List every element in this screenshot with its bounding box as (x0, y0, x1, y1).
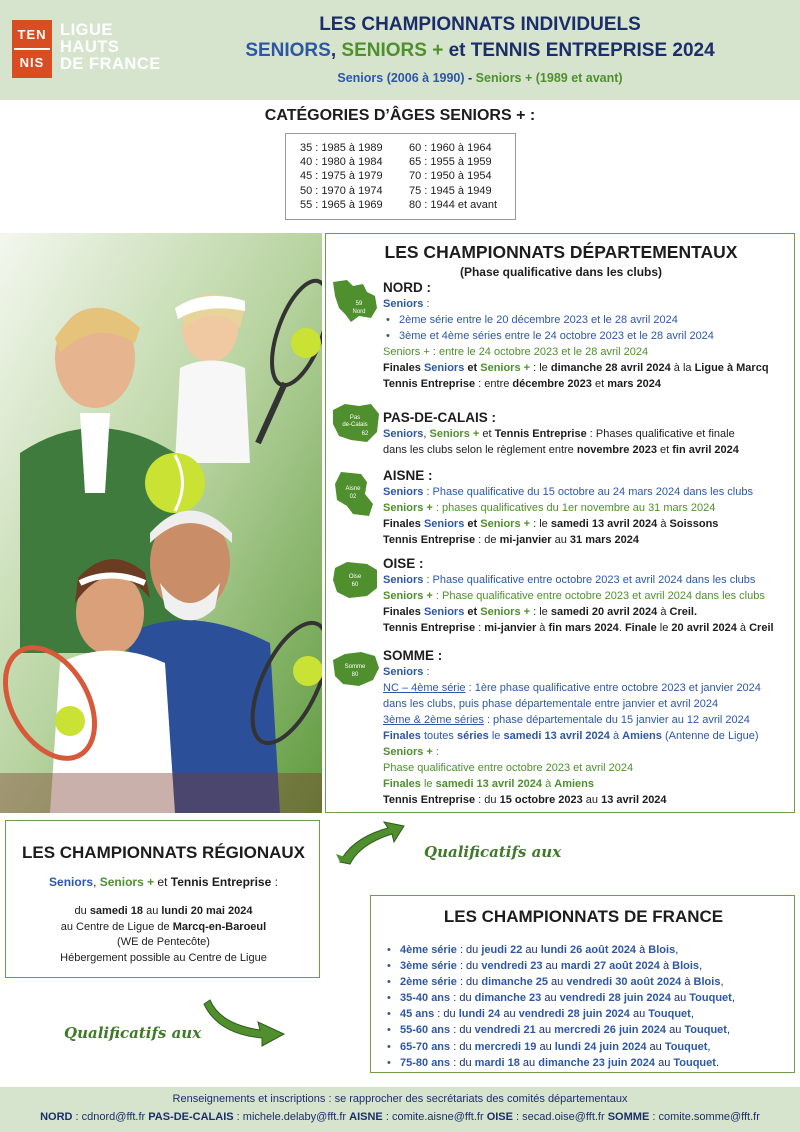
page-title: LES CHAMPIONNATS INDIVIDUELS (319, 14, 641, 35)
list-item: • 4ème série : du jeudi 22 au lundi 26 août 2024 à Blois, (387, 942, 787, 958)
list-item: • 65-70 ans : du mercredi 19 au lundi 24 juin 2024 au Touquet, (387, 1039, 787, 1055)
header (0, 0, 800, 100)
svg-text:59: 59 (355, 301, 363, 307)
dept-pdc-name: PAS-DE-CALAIS : (383, 410, 496, 425)
players-image (0, 233, 322, 813)
aisne-map-icon (331, 470, 377, 518)
contact-email-link[interactable]: secad.oise@fft.fr (522, 1111, 605, 1123)
age-row: 55 : 1965 à 1969 (300, 198, 383, 211)
logo-bottom-text: NIS (19, 55, 45, 70)
departmental-title: LES CHAMPIONNATS DÉPARTEMENTAUX (384, 242, 738, 262)
svg-text:de-Calais: de-Calais (342, 422, 368, 428)
page-title-line-2: SENIORS, SENIORS + et TENNIS ENTREPRISE 2024 (245, 40, 715, 61)
footer-info: Renseignements et inscriptions : se rapprocher des secrétariats des comités départementaux (172, 1093, 628, 1105)
france-list (387, 942, 787, 1071)
age-categories-table (285, 133, 516, 220)
dept-pas-de-calais: PAS-DE-CALAIS : Seniors, Seniors + et Tennis Entreprise : Phases qualificative et finale dans les clubs selon le règlement entre novembre 2023 et fin avril 2024 (383, 410, 793, 458)
footer-contacts: NORD : cdnord@fft.fr PAS-DE-CALAIS : michele.delaby@fft.fr AISNE : comite.aisne@fft.fr OISE : secad.oise@fft.fr SOMME : comite.somme@fft.fr (40, 1111, 760, 1123)
dept-aisne-name: AISNE : (383, 468, 433, 483)
contact-name: PAS-DE-CALAIS (148, 1111, 234, 1123)
dept-nord: NORD : Seniors : • 2ème série entre le 20 décembre 2023 et le 28 avril 2024 • 3ème et 4ème séries entre le 24 octobre 2023 et le 28 avril 2024 Seniors + : entre le 24 octobre 2023 et le 28 avril 2024 Finales Seniors et Seniors + : le dimanche 28 avril 2024 à la Ligue à Marcq Tennis Entreprise : entre décembre 2023 et mars 2024 (383, 280, 793, 392)
tennis-logo (12, 20, 52, 78)
age-row: 40 : 1980 à 1984 (300, 156, 383, 169)
nord-map-icon (331, 278, 381, 324)
svg-text:Oise: Oise (348, 574, 362, 580)
tennis-players-illustration (0, 233, 322, 813)
dept-oise-name: OISE : (383, 556, 424, 571)
dept-somme: SOMME : Seniors : NC – 4ème série : 1ère phase qualificative entre octobre 2023 et janvier 2024 dans les clubs, puis phase départementale entre janvier et avril 2024 3ème & 2ème séries : phase départementale du 15 janvier au 12 avril 2024 Finales toutes séries le samedi 13 avril 2024 à Amiens (Antenne de Ligue) Seniors + : Phase qualificative entre octobre 2023 et avril 2024 Finales le samedi 13 avril 2024 à Amiens Tennis Entreprise : du 15 octobre 2023 au 13 avril 2024 (383, 648, 793, 808)
contact-name: SOMME (607, 1111, 650, 1123)
age-column-2 (409, 141, 497, 212)
regional-details: du samedi 18 au lundi 20 mai 2024 au Centre de Ligue de Marcq-en-Baroeul (WE de Pentecôte) Hébergement possible au Centre de Ligue (60, 905, 267, 964)
contact-name: NORD (40, 1111, 73, 1123)
svg-text:Aisne: Aisne (345, 486, 361, 492)
dept-aisne: AISNE : Seniors : Phase qualificative du 15 octobre au 24 mars 2024 dans les clubs Seniors + : phases qualificatives du 1er novembre au 31 mars 2024 Finales Seniors et Seniors + : le samedi 13 avril 2024 à Soissons Tennis Entreprise : de mi-janvier au 31 mars 2024 (383, 468, 793, 548)
qualificatifs-label-2: Qualificatifs aux (64, 1024, 202, 1042)
double-arrow-icon (200, 994, 292, 1048)
list-item: • 35-40 ans : du dimanche 23 au vendredi 28 juin 2024 au Touquet, (387, 990, 787, 1006)
departmental-championships-box (325, 233, 795, 813)
regional-championships-box (5, 820, 320, 978)
age-row: 50 : 1970 à 1974 (300, 184, 383, 197)
somme-map-icon (331, 650, 381, 690)
age-row: 80 : 1944 et avant (409, 198, 498, 211)
list-item: • 3ème et 4ème séries entre le 24 octobre 2023 et le 28 avril 2024 (383, 328, 793, 344)
page-subtitle: Seniors (2006 à 1990) - Seniors + (1989 et avant) (337, 71, 623, 85)
dept-nord-name: NORD : (383, 280, 431, 295)
svg-text:02: 02 (349, 494, 357, 500)
regional-title: LES CHAMPIONNATS RÉGIONAUX (21, 843, 306, 862)
contact-email-link[interactable]: comite.aisne@fft.fr (391, 1111, 484, 1123)
svg-text:80: 80 (351, 672, 359, 678)
departmental-subtitle: (Phase qualificative dans les clubs) (459, 265, 663, 279)
svg-text:Nord: Nord (352, 309, 366, 315)
age-row: 35 : 1985 à 1989 (300, 142, 383, 154)
age-row: 65 : 1955 à 1959 (409, 156, 492, 169)
regional-subtitle: Seniors, Seniors + et Tennis Entreprise : (49, 875, 278, 889)
contact-email-link[interactable]: michele.delaby@fft.fr (242, 1111, 347, 1123)
list-item: • 3ème série : du vendredi 23 au mardi 27 août 2024 à Blois, (387, 958, 787, 974)
svg-text:Pas: Pas (349, 415, 361, 421)
age-row: 60 : 1960 à 1964 (409, 142, 492, 154)
list-item: • 45 ans : du lundi 24 au vendredi 28 juin 2024 au Touquet, (387, 1006, 787, 1022)
age-row: 70 : 1950 à 1954 (409, 170, 492, 183)
pas-de-calais-map-icon (331, 402, 381, 444)
qualificatifs-label-1: Qualificatifs aux (424, 843, 562, 861)
age-row: 45 : 1975 à 1979 (300, 170, 383, 183)
list-item: • 2ème série entre le 20 décembre 2023 et le 28 avril 2024 (383, 312, 793, 328)
list-item: • 55-60 ans : du vendredi 21 au mercredi 26 juin 2024 au Touquet, (387, 1022, 787, 1038)
contact-name: OISE (486, 1111, 513, 1123)
logo-top-text: TEN (17, 27, 47, 42)
france-title: LES CHAMPIONNATS DE FRANCE (443, 907, 724, 926)
age-categories-title: CATÉGORIES D’ÂGES SENIORS + : (264, 107, 536, 124)
league-name: LIGUE HAUTS DE FRANCE (60, 21, 161, 73)
oise-map-icon (331, 560, 381, 600)
contact-name: AISNE (349, 1111, 383, 1123)
contact-email-link[interactable]: cdnord@fft.fr (81, 1111, 146, 1123)
dept-oise: OISE : Seniors : Phase qualificative entre octobre 2023 et avril 2024 dans les clubs Seniors + : Phase qualificative entre octobre 2023 et avril 2024 dans les clubs Finales Seniors et Seniors + : le samedi 20 avril 2024 à Creil. Tennis Entreprise : mi-janvier à fin mars 2024. Finale le 20 avril 2024 à Creil (383, 556, 793, 636)
contact-email-link[interactable]: comite.somme@fft.fr (658, 1111, 760, 1123)
svg-text:Somme: Somme (344, 664, 366, 670)
double-arrow-icon (332, 818, 412, 872)
age-row: 75 : 1945 à 1949 (409, 184, 492, 197)
dept-somme-name: SOMME : (383, 648, 443, 663)
svg-text:62: 62 (361, 431, 369, 437)
france-championships-box (370, 895, 795, 1073)
svg-text:60: 60 (351, 582, 359, 588)
list-item: • 75-80 ans : du mardi 18 au dimanche 23 juin 2024 au Touquet. (387, 1055, 787, 1071)
age-column-1 (300, 141, 383, 212)
footer (0, 1087, 800, 1132)
list-item: • 2ème série : du dimanche 25 au vendredi 30 août 2024 à Blois, (387, 974, 787, 990)
